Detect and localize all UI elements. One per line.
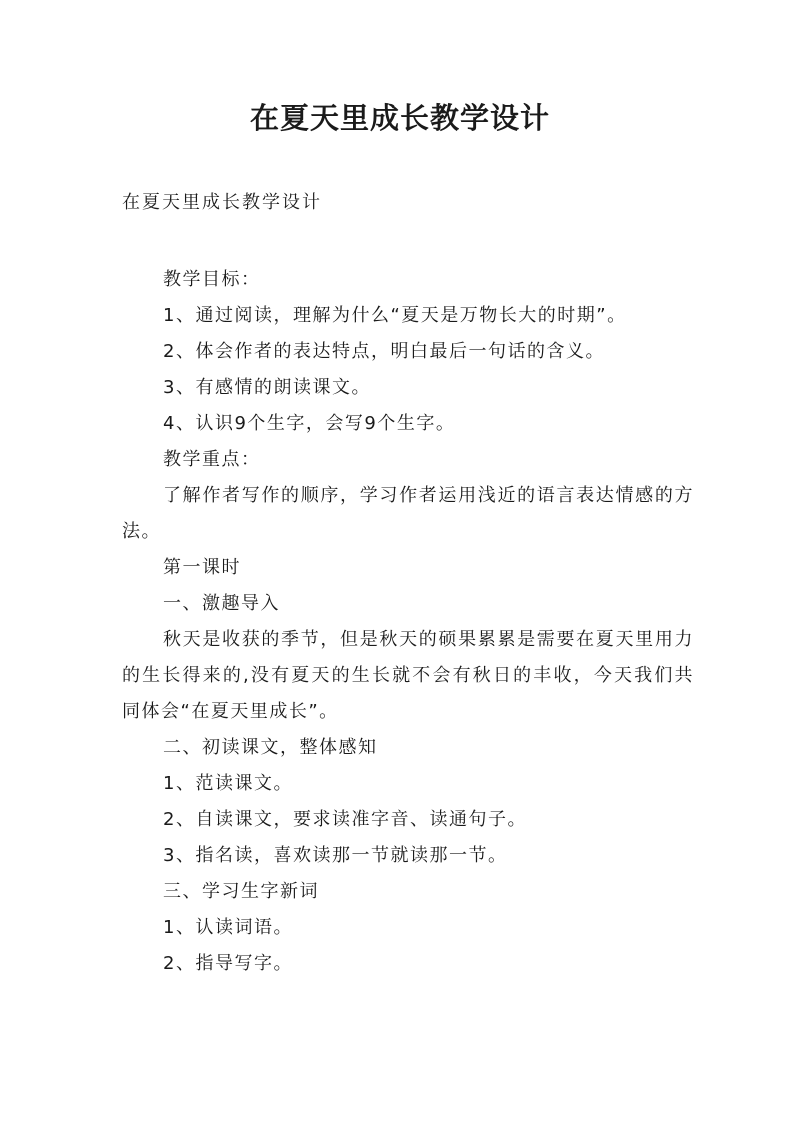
paragraph-objective-2: 2、体会作者的表达特点，明白最后一句话的含义。 bbox=[163, 341, 605, 362]
paragraph-first-lesson: 第一课时 bbox=[163, 557, 241, 578]
paragraph-introduction: 秋天是收获的季节，但是秋天的硕果累累是需要在夏天里用力的生长得来的,没有夏天的生长就不会有秋日的丰收，今天我们共同体会“在夏天里成长”。 bbox=[122, 629, 694, 722]
paragraph-objective-4: 4、认识9个生字，会写9个生字。 bbox=[163, 413, 456, 434]
document-subtitle: 在夏天里成长教学设计 bbox=[122, 192, 322, 213]
paragraph-vocab-1: 1、认读词语。 bbox=[163, 917, 293, 938]
paragraph-objective-3: 3、有感情的朗读课文。 bbox=[163, 377, 371, 398]
paragraph-vocab-2: 2、指导写字。 bbox=[163, 953, 293, 974]
paragraph-section-2-heading: 二、初读课文，整体感知 bbox=[163, 737, 378, 758]
paragraph-step-3: 3、指名读，喜欢读那一节就读那一节。 bbox=[163, 845, 508, 866]
paragraph-section-1-heading: 一、激趣导入 bbox=[163, 593, 280, 614]
paragraph-step-1: 1、范读课文。 bbox=[163, 773, 293, 794]
paragraph-section-3-heading: 三、学习生字新词 bbox=[163, 881, 319, 902]
paragraph-key-points-heading: 教学重点： bbox=[163, 449, 261, 470]
paragraph-objectives-heading: 教学目标： bbox=[163, 269, 261, 290]
paragraph-objective-1: 1、通过阅读，理解为什么“夏天是万物长大的时期”。 bbox=[163, 305, 627, 326]
paragraph-key-points: 了解作者写作的顺序，学习作者运用浅近的语言表达情感的方法。 bbox=[122, 485, 694, 542]
paragraph-step-2: 2、自读课文，要求读准字音、读通句子。 bbox=[163, 809, 527, 830]
document-body bbox=[122, 262, 694, 982]
document-title: 在夏天里成长教学设计 bbox=[249, 101, 550, 135]
